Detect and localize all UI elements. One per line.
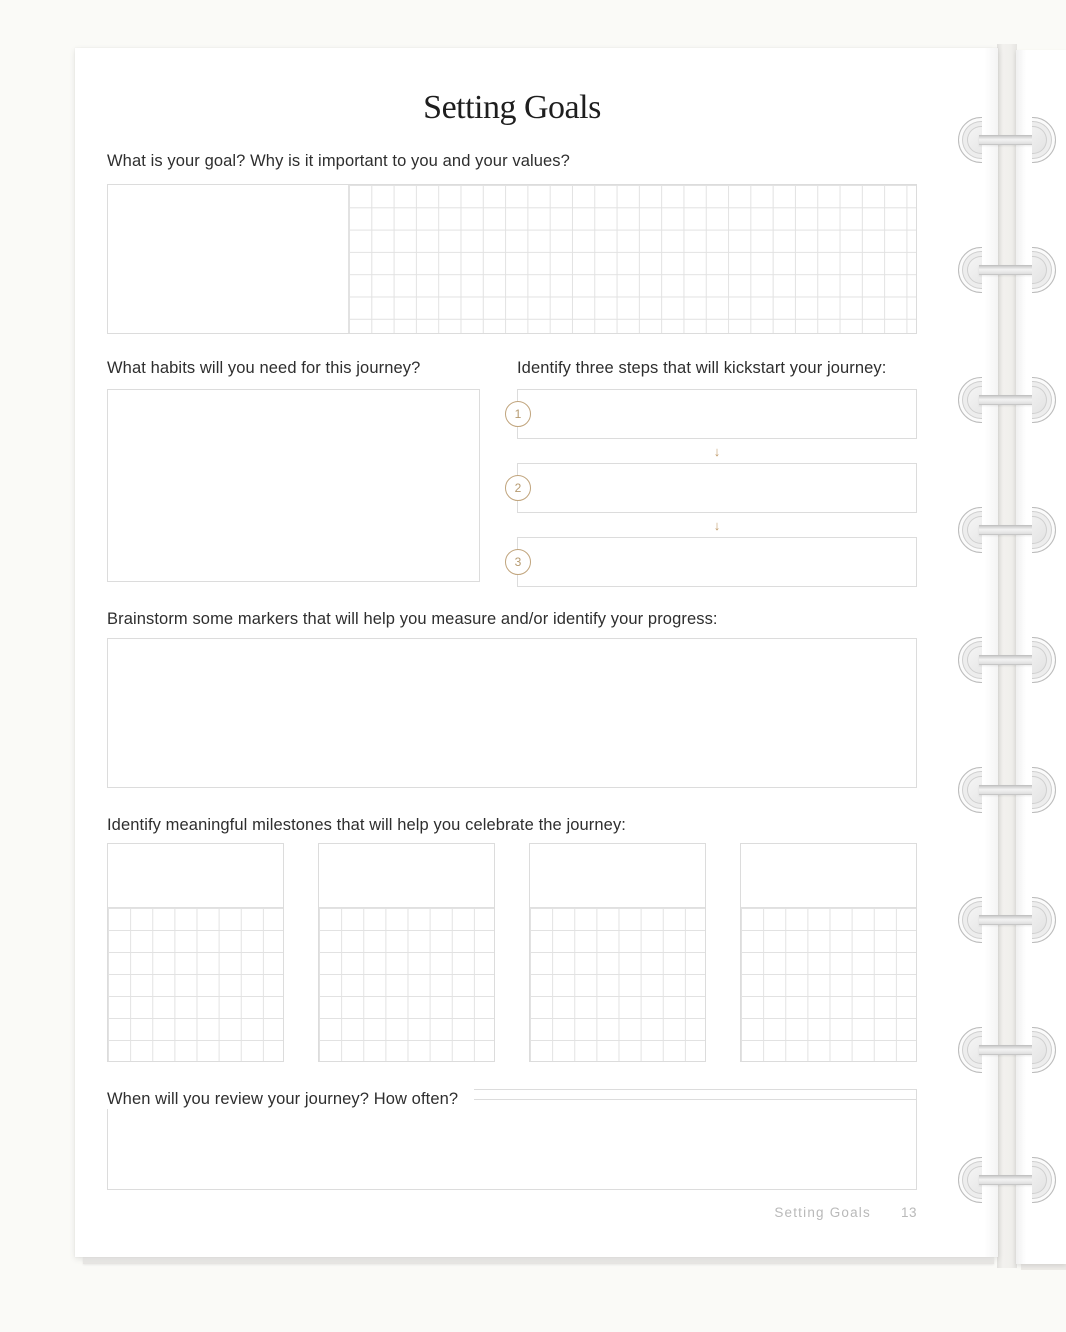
habits-question: What habits will you need for this journey? xyxy=(107,359,421,377)
disc-right-half xyxy=(1032,246,1056,294)
disc-bar xyxy=(979,525,1035,535)
step-number-badge: 1 xyxy=(505,401,531,427)
binding-disc xyxy=(958,116,1056,164)
milestones-question: Identify meaningful milestones that will help you celebrate the journey: xyxy=(107,816,626,834)
markers-grid-area xyxy=(107,638,917,788)
milestone-title-area xyxy=(108,844,283,908)
milestone-grid-area xyxy=(741,908,916,1061)
disc-right-half xyxy=(1032,766,1056,814)
milestone-title-area xyxy=(530,844,705,908)
footer-page-number: 13 xyxy=(900,1205,917,1220)
steps-column xyxy=(514,359,917,587)
disc-bar xyxy=(979,915,1035,925)
disc-bar xyxy=(979,785,1035,795)
down-arrow-icon: ↓ xyxy=(713,517,721,533)
disc-right-half xyxy=(1032,376,1056,424)
disc-bar xyxy=(979,395,1035,405)
milestone-box xyxy=(529,843,706,1062)
disc-right-half xyxy=(1032,1026,1056,1074)
page-title: Setting Goals xyxy=(423,89,601,126)
milestone-grid-area xyxy=(530,908,705,1061)
binding-disc xyxy=(958,1026,1056,1074)
disc-right-half xyxy=(1032,506,1056,554)
markers-question: Brainstorm some markers that will help you measure and/or identify your progress: xyxy=(107,610,718,628)
disc-bar xyxy=(979,135,1035,145)
disc-bar xyxy=(979,1045,1035,1055)
disc-right-half xyxy=(1032,116,1056,164)
review-question: When will you review your journey? How often? xyxy=(107,1089,474,1109)
step-arrow-row xyxy=(517,439,917,463)
step-box-1 xyxy=(514,389,917,439)
goal-question: What is your goal? Why is it important to you and your values? xyxy=(107,152,570,170)
page-content xyxy=(75,48,998,1257)
step-number-badge: 2 xyxy=(505,475,531,501)
milestones-row xyxy=(107,843,917,1062)
goal-writing-box xyxy=(107,184,917,334)
page-stack xyxy=(83,1257,994,1264)
step-box-2 xyxy=(514,463,917,513)
milestone-grid-area xyxy=(108,908,283,1061)
step-number-badge: 3 xyxy=(505,549,531,575)
planner-page xyxy=(75,48,998,1257)
milestone-box xyxy=(107,843,284,1062)
footer-section-label: Setting Goals xyxy=(774,1205,871,1220)
binding-disc xyxy=(958,376,1056,424)
disc-bar xyxy=(979,655,1035,665)
milestone-box xyxy=(318,843,495,1062)
goal-grid-area xyxy=(348,185,916,333)
binding-disc xyxy=(958,766,1056,814)
habits-steps-row xyxy=(107,359,917,587)
habits-grid-area xyxy=(107,389,480,582)
binding-disc xyxy=(958,1156,1056,1204)
disc-bar xyxy=(979,1175,1035,1185)
habits-column xyxy=(107,359,480,582)
milestone-grid-area xyxy=(319,908,494,1061)
binding-disc xyxy=(958,636,1056,684)
step-arrow-row xyxy=(517,513,917,537)
review-section xyxy=(107,1089,917,1190)
disc-right-half xyxy=(1032,636,1056,684)
steps-question: Identify three steps that will kickstart your journey: xyxy=(517,359,887,377)
milestone-box xyxy=(740,843,917,1062)
disc-bar xyxy=(979,265,1035,275)
binding-disc xyxy=(958,246,1056,294)
disc-right-half xyxy=(1032,1156,1056,1204)
milestone-title-area xyxy=(319,844,494,908)
disc-right-half xyxy=(1032,896,1056,944)
down-arrow-icon: ↓ xyxy=(713,443,721,459)
binding-disc xyxy=(958,896,1056,944)
milestone-title-area xyxy=(741,844,916,908)
page-footer xyxy=(107,1204,917,1222)
binding-disc xyxy=(958,506,1056,554)
next-page-stack xyxy=(1021,1264,1066,1270)
step-box-3 xyxy=(514,537,917,587)
